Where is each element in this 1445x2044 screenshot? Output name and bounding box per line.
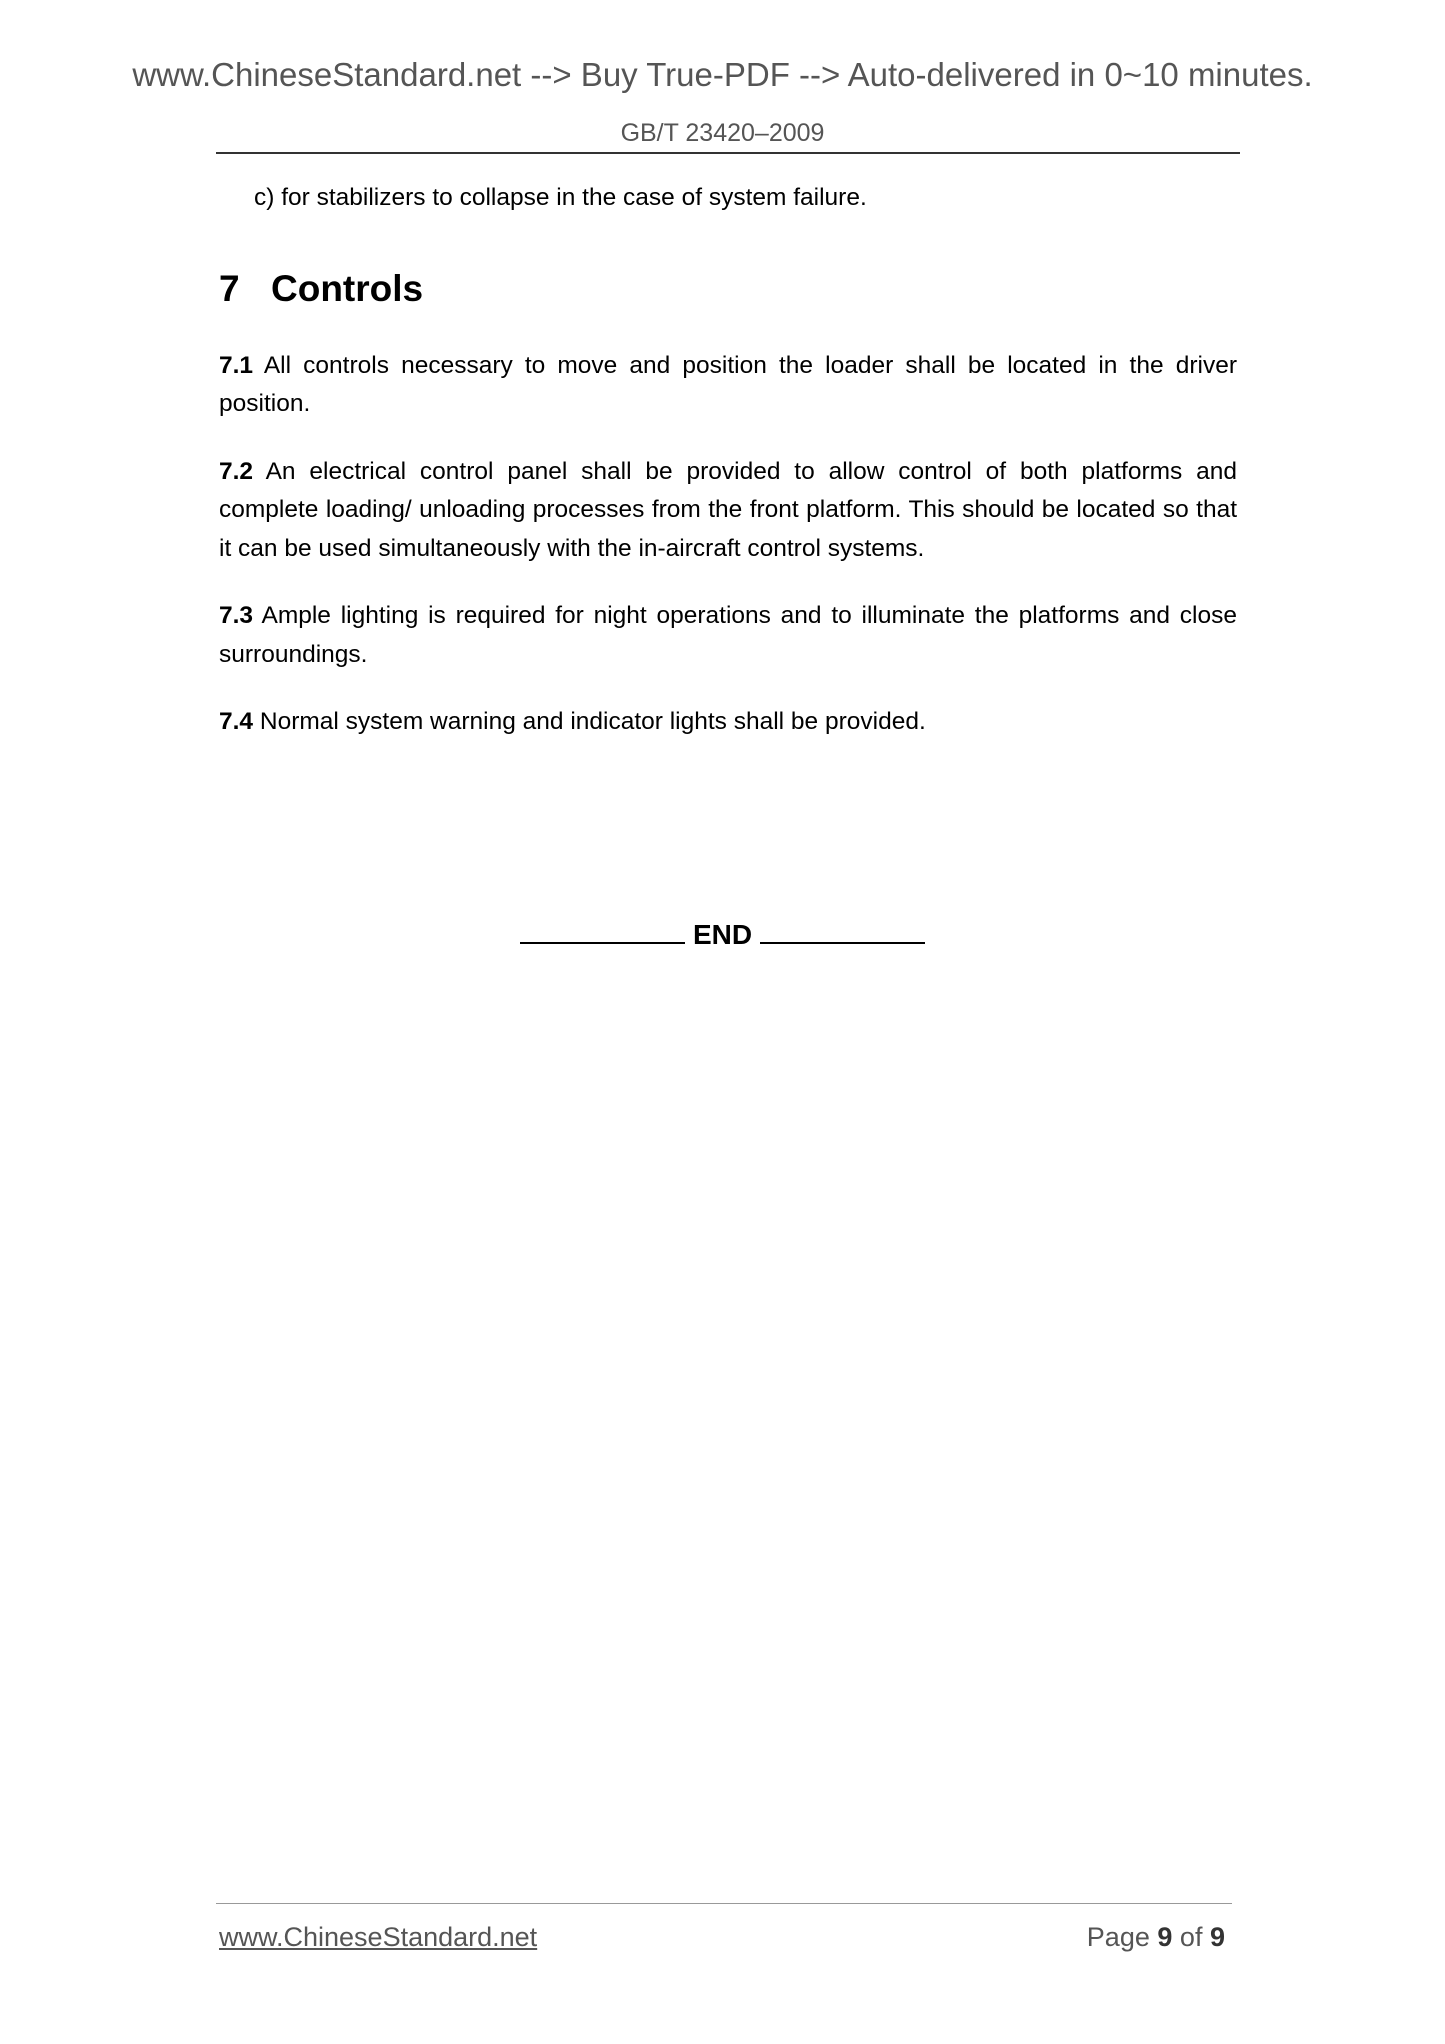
end-rule-left — [520, 914, 685, 944]
clause-7-3 — [219, 597, 1237, 674]
clause-text: An electrical control panel shall be provided to allow control of both platforms and complete loading/ unloading processes from the front platform. This should be located so that it can be used simultaneously with the in-aircraft control systems. — [219, 457, 1237, 562]
clause-7-2 — [219, 453, 1237, 569]
page-indicator — [900, 1922, 1225, 1953]
section-heading — [219, 264, 1237, 314]
clause-number: 7.2 — [219, 457, 254, 485]
end-marker — [0, 914, 1445, 951]
list-item-c: c) for stabilizers to collapse in the case of system failure. — [254, 184, 867, 211]
clause-7-4 — [219, 703, 1237, 742]
clause-7-1 — [219, 347, 1237, 424]
clause-text: Normal system warning and indicator lights shall be provided. — [259, 708, 926, 735]
clause-number: 7.4 — [219, 708, 254, 735]
clause-number: 7.3 — [219, 602, 254, 629]
footer-site-link[interactable]: www.ChineseStandard.net — [219, 1922, 538, 1952]
document-code: GB/T 23420–2009 — [620, 119, 825, 147]
section-title: Controls — [271, 267, 424, 309]
section-number: 7 — [219, 267, 240, 309]
page-current: 9 — [1157, 1922, 1173, 1952]
page-of: of — [1179, 1922, 1203, 1952]
header-divider — [216, 152, 1240, 154]
document-body — [219, 175, 1237, 742]
page-banner: www.ChineseStandard.net --> Buy True-PDF --> Auto-delivered in 0~10 minutes. — [132, 56, 1313, 93]
end-rule-right — [760, 914, 925, 944]
clause-number: 7.1 — [219, 351, 254, 379]
footer-divider — [216, 1903, 1232, 1904]
end-label: END — [692, 919, 753, 950]
page-total: 9 — [1209, 1922, 1225, 1952]
clause-text: All controls necessary to move and position the loader shall be located in the driver position. — [219, 351, 1237, 417]
page-prefix: Page — [1086, 1922, 1150, 1952]
clause-text: Ample lighting is required for night operations and to illuminate the platforms and close surroundings. — [219, 602, 1237, 668]
